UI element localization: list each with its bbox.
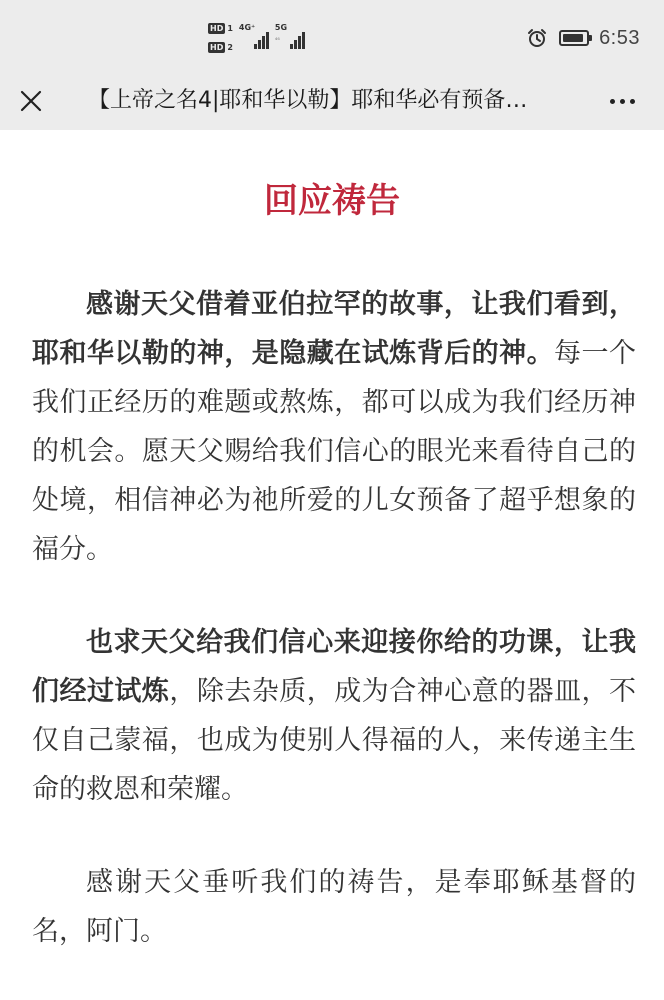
status-right [527,24,640,52]
sim2-index: 2 [227,43,233,52]
signal-icon [239,23,269,53]
paragraph-1-text: 每一个我们正经历的难题或熬炼，都可以成为我们经历神的机会。愿天父赐给我们信心的眼光来看待自己的处境，相信神必为祂所爱的儿女预备了超乎想象的福分。 [32,338,636,565]
sim1-hd-label: HD [210,24,224,33]
signal-group [208,22,311,54]
status-time: 6:53 [599,26,640,49]
page-title: 【上帝之名4|耶和华以勒】耶和华必有预备… [88,88,528,113]
paragraph-2-text: ，除去杂质，成为合神心意的器皿，不仅自己蒙福，也成为使别人得福的人，来传递主生命的救恩和荣耀。 [32,676,637,805]
paragraph-2 [32,618,636,814]
battery-fill [563,34,583,42]
sim2-hd-badge [208,42,233,53]
close-button[interactable] [14,84,48,118]
signal-bars-2 [289,32,305,49]
article-heading: 回应祷告 [264,181,400,221]
paragraph-1-bold: 感谢天父借着亚伯拉罕的故事，让我们看到，耶和华以勒的神，是隐藏在试炼背后的神。 [32,289,636,369]
more-button[interactable] [604,84,640,118]
paragraph-2-bold: 也求天父给我们信心来迎接你给的功课，让我们经过试炼 [32,627,636,707]
sim2-hd-label: HD [210,43,224,52]
status-bar [0,0,664,72]
sim1-index: 1 [227,24,233,33]
alarm-icon [527,28,547,48]
paragraph-1 [32,280,636,574]
paragraph-3: 感谢天父垂听我们的祷告，是奉耶稣基督的名，阿门。 [32,867,636,947]
battery-icon [559,30,589,46]
signal-icon-2 [275,23,305,53]
article-content[interactable] [0,130,664,1000]
close-icon [19,89,43,113]
more-icon-dot [630,99,635,104]
more-icon-dot [610,99,615,104]
title-bar [0,72,664,130]
net2-label: 5G [274,23,288,32]
signal-bars-1 [253,32,269,49]
more-icon-dot [620,99,625,104]
sim1-hd-badge [208,23,233,34]
net1-label: 4G⁺ [238,23,256,32]
net2-sub: ⁴⁶ [274,37,280,44]
hd-icon [208,23,233,53]
